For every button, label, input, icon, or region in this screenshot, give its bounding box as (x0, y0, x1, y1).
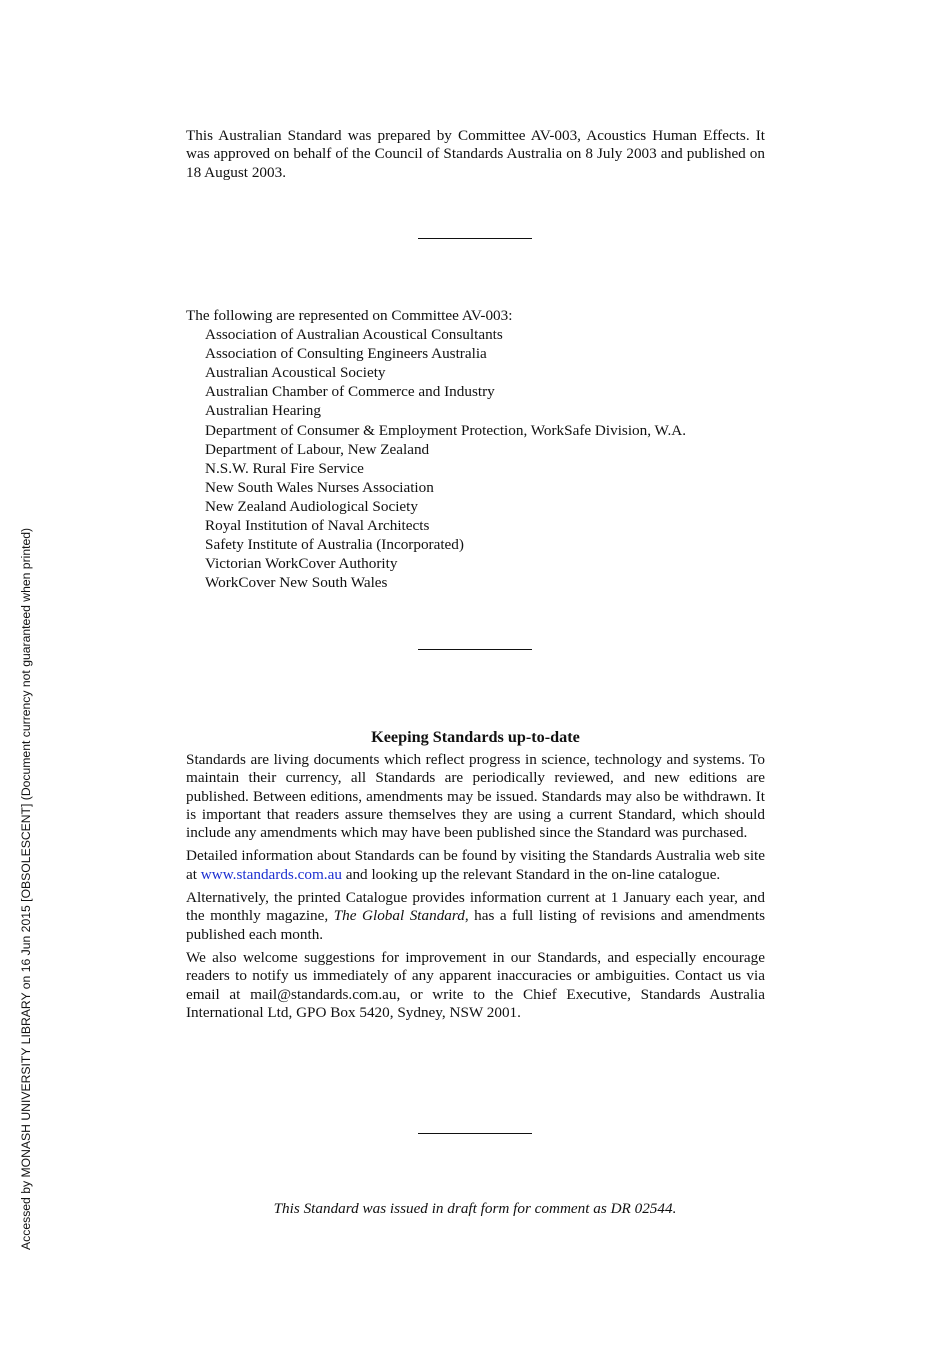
list-item: Australian Chamber of Commerce and Industry (205, 383, 495, 401)
list-item: Victorian WorkCover Authority (205, 555, 398, 573)
paragraph-living-documents: Standards are living documents which reflect progress in science, technology and systems. To maintain their currency, all Standards are periodically reviewed, and new editions are published. Between editions, amendments may be issued. Standards may also be withdrawn. It is important that readers assure themselves they are using a current Standard, which should include any amendments which may have been published since the Standard was purchased. (186, 751, 765, 842)
standards-website-link[interactable]: www.standards.com.au (200, 865, 342, 883)
list-item: New Zealand Audiological Society (205, 497, 418, 515)
paragraph-text: Alternatively, the printed Catalogue provides information current at 1 January each year, and the monthly magazine, (186, 889, 765, 925)
paragraph-text: Detailed information about Standards can be found by visiting the Standards Australia web site at (186, 847, 765, 883)
list-item: Australian Acoustical Society (205, 364, 386, 382)
paragraph-web-site (186, 847, 765, 884)
magazine-title: The Global Standard (333, 907, 465, 925)
divider (418, 649, 532, 650)
intro-paragraph: This Australian Standard was prepared by Committee AV-003, Acoustics Human Effects. It was approved on behalf of the Council of Standards Australia on 8 July 2003 and published on 18 August 2003. (186, 127, 765, 181)
paragraph-text: and looking up the relevant Standard in the on-line catalogue. (341, 865, 721, 883)
list-item: WorkCover New South Wales (205, 574, 388, 592)
preparation-statement (186, 127, 765, 182)
draft-note: This Standard was issued in draft form for comment as DR 02544. (273, 1200, 677, 1217)
paragraph-catalogue (186, 889, 765, 944)
list-item: Department of Consumer & Employment Protection, WorkSafe Division, W.A. (205, 421, 687, 439)
divider (418, 238, 532, 239)
list-item: Association of Australian Acoustical Consultants (205, 326, 503, 344)
paragraph-suggestions: We also welcome suggestions for improvement in our Standards, and especially encourage readers to notify us immediately of any apparent inaccuracies or ambiguities. Contact us via email at mail@standards.com.au, or write to the Chief Executive, Standards Australia International Ltd, GPO Box 5420, Sydney, NSW 2001. (186, 948, 765, 1021)
keeping-standards-section (186, 727, 765, 1027)
access-watermark: Accessed by MONASH UNIVERSITY LIBRARY on 16 Jun 2015 [OBSOLESCENT] (Document currency not guaranteed when printed) (19, 527, 33, 1250)
list-item: Association of Consulting Engineers Australia (205, 345, 487, 363)
list-item: Australian Hearing (205, 402, 321, 420)
list-item: Safety Institute of Australia (Incorporated) (205, 536, 464, 554)
list-item: Department of Labour, New Zealand (205, 440, 430, 458)
committee-member-list (186, 325, 765, 592)
list-item: Royal Institution of Naval Architects (205, 517, 430, 535)
section-title: Keeping Standards up-to-date (371, 728, 580, 746)
committee-heading: The following are represented on Committee AV-003: (186, 307, 513, 324)
paragraph-text: , has a full listing of revisions and amendments published each month. (186, 907, 766, 943)
committee-section (186, 306, 765, 592)
list-item: N.S.W. Rural Fire Service (205, 459, 364, 477)
list-item: New South Wales Nurses Association (205, 478, 434, 496)
divider (418, 1133, 532, 1134)
